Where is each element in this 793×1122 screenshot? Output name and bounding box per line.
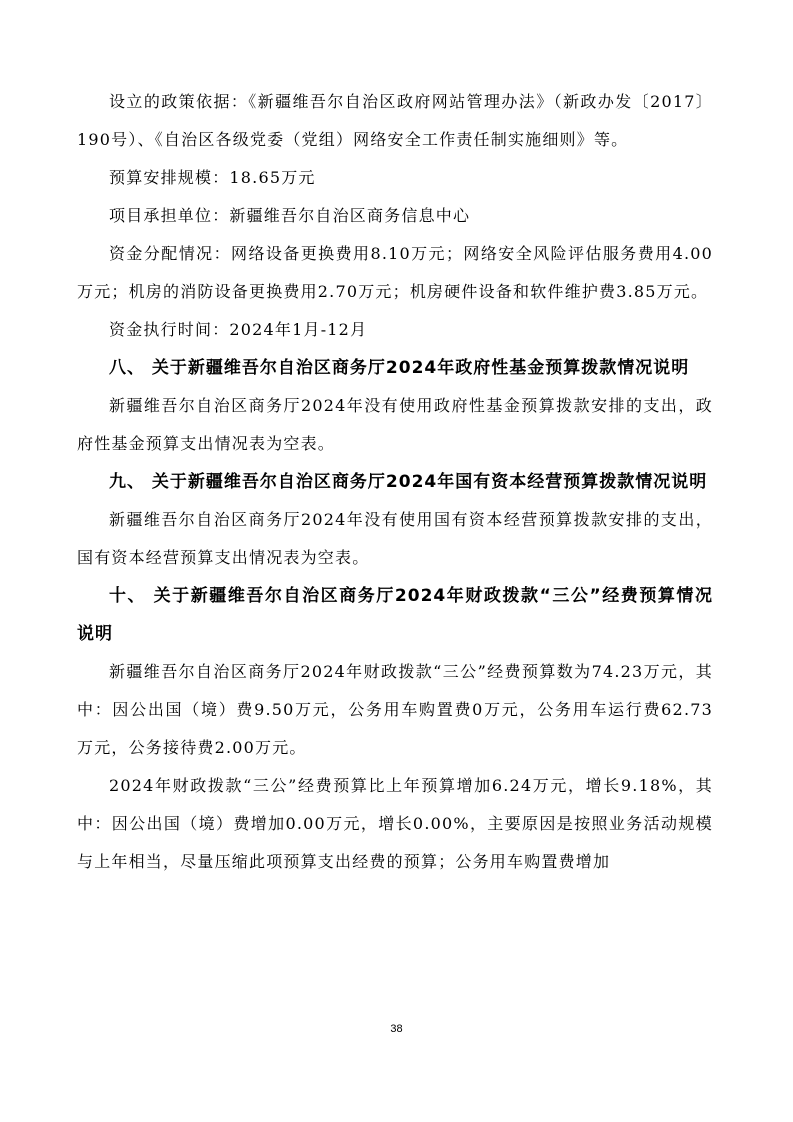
- section-9-heading: 九、 关于新疆维吾尔自治区商务厅2024年国有资本经营预算拨款情况说明: [109, 472, 708, 492]
- project-unit-paragraph: 项目承担单位：新疆维吾尔自治区商务信息中心: [109, 206, 471, 225]
- section-10-heading: 十、 关于新疆维吾尔自治区商务厅2024年财政拨款“三公”经费预算情况说明: [77, 586, 713, 644]
- section-9-body: 新疆维吾尔自治区商务厅2024年没有使用国有资本经营预算拨款安排的支出，国有资本经营预算支出情况表为空表。: [77, 510, 713, 567]
- policy-basis-paragraph: 设立的政策依据：《新疆维吾尔自治区政府网站管理办法》（新政办发〔2017〕190号）、《自治区各级党委（党组）网络安全工作责任制实施细则》等。: [77, 92, 713, 149]
- fund-allocation-paragraph: 资金分配情况：网络设备更换费用8.10万元；网络安全风险评估服务费用4.00万元；机房的消防设备更换费用2.70万元；机房硬件设备和软件维护费3.85万元。: [77, 244, 713, 301]
- page-number: 38: [390, 1023, 403, 1035]
- section-10-body-1: 新疆维吾尔自治区商务厅2024年财政拨款“三公”经费预算数为74.23万元，其中：因公出国（境）费9.50万元，公务用车购置费0万元，公务用车运行费62.73万元，公务接待费2.00万元。: [77, 662, 713, 757]
- section-8-heading: 八、 关于新疆维吾尔自治区商务厅2024年政府性基金预算拨款情况说明: [109, 358, 690, 378]
- section-10-body-2: 2024年财政拨款“三公”经费预算比上年预算增加6.24万元，增长9.18%，其中：因公出国（境）费增加0.00万元，增长0.00%，主要原因是按照业务活动规模与上年相当，尽量压缩此项预算支出经费的预算；公务用车购置费增加: [77, 776, 713, 871]
- fund-execution-paragraph: 资金执行时间：2024年1月-12月: [109, 320, 368, 339]
- section-8-body: 新疆维吾尔自治区商务厅2024年没有使用政府性基金预算拨款安排的支出，政府性基金预算支出情况表为空表。: [77, 396, 713, 453]
- budget-scale-paragraph: 预算安排规模：18.65万元: [109, 168, 316, 187]
- page-content: [77, 83, 713, 881]
